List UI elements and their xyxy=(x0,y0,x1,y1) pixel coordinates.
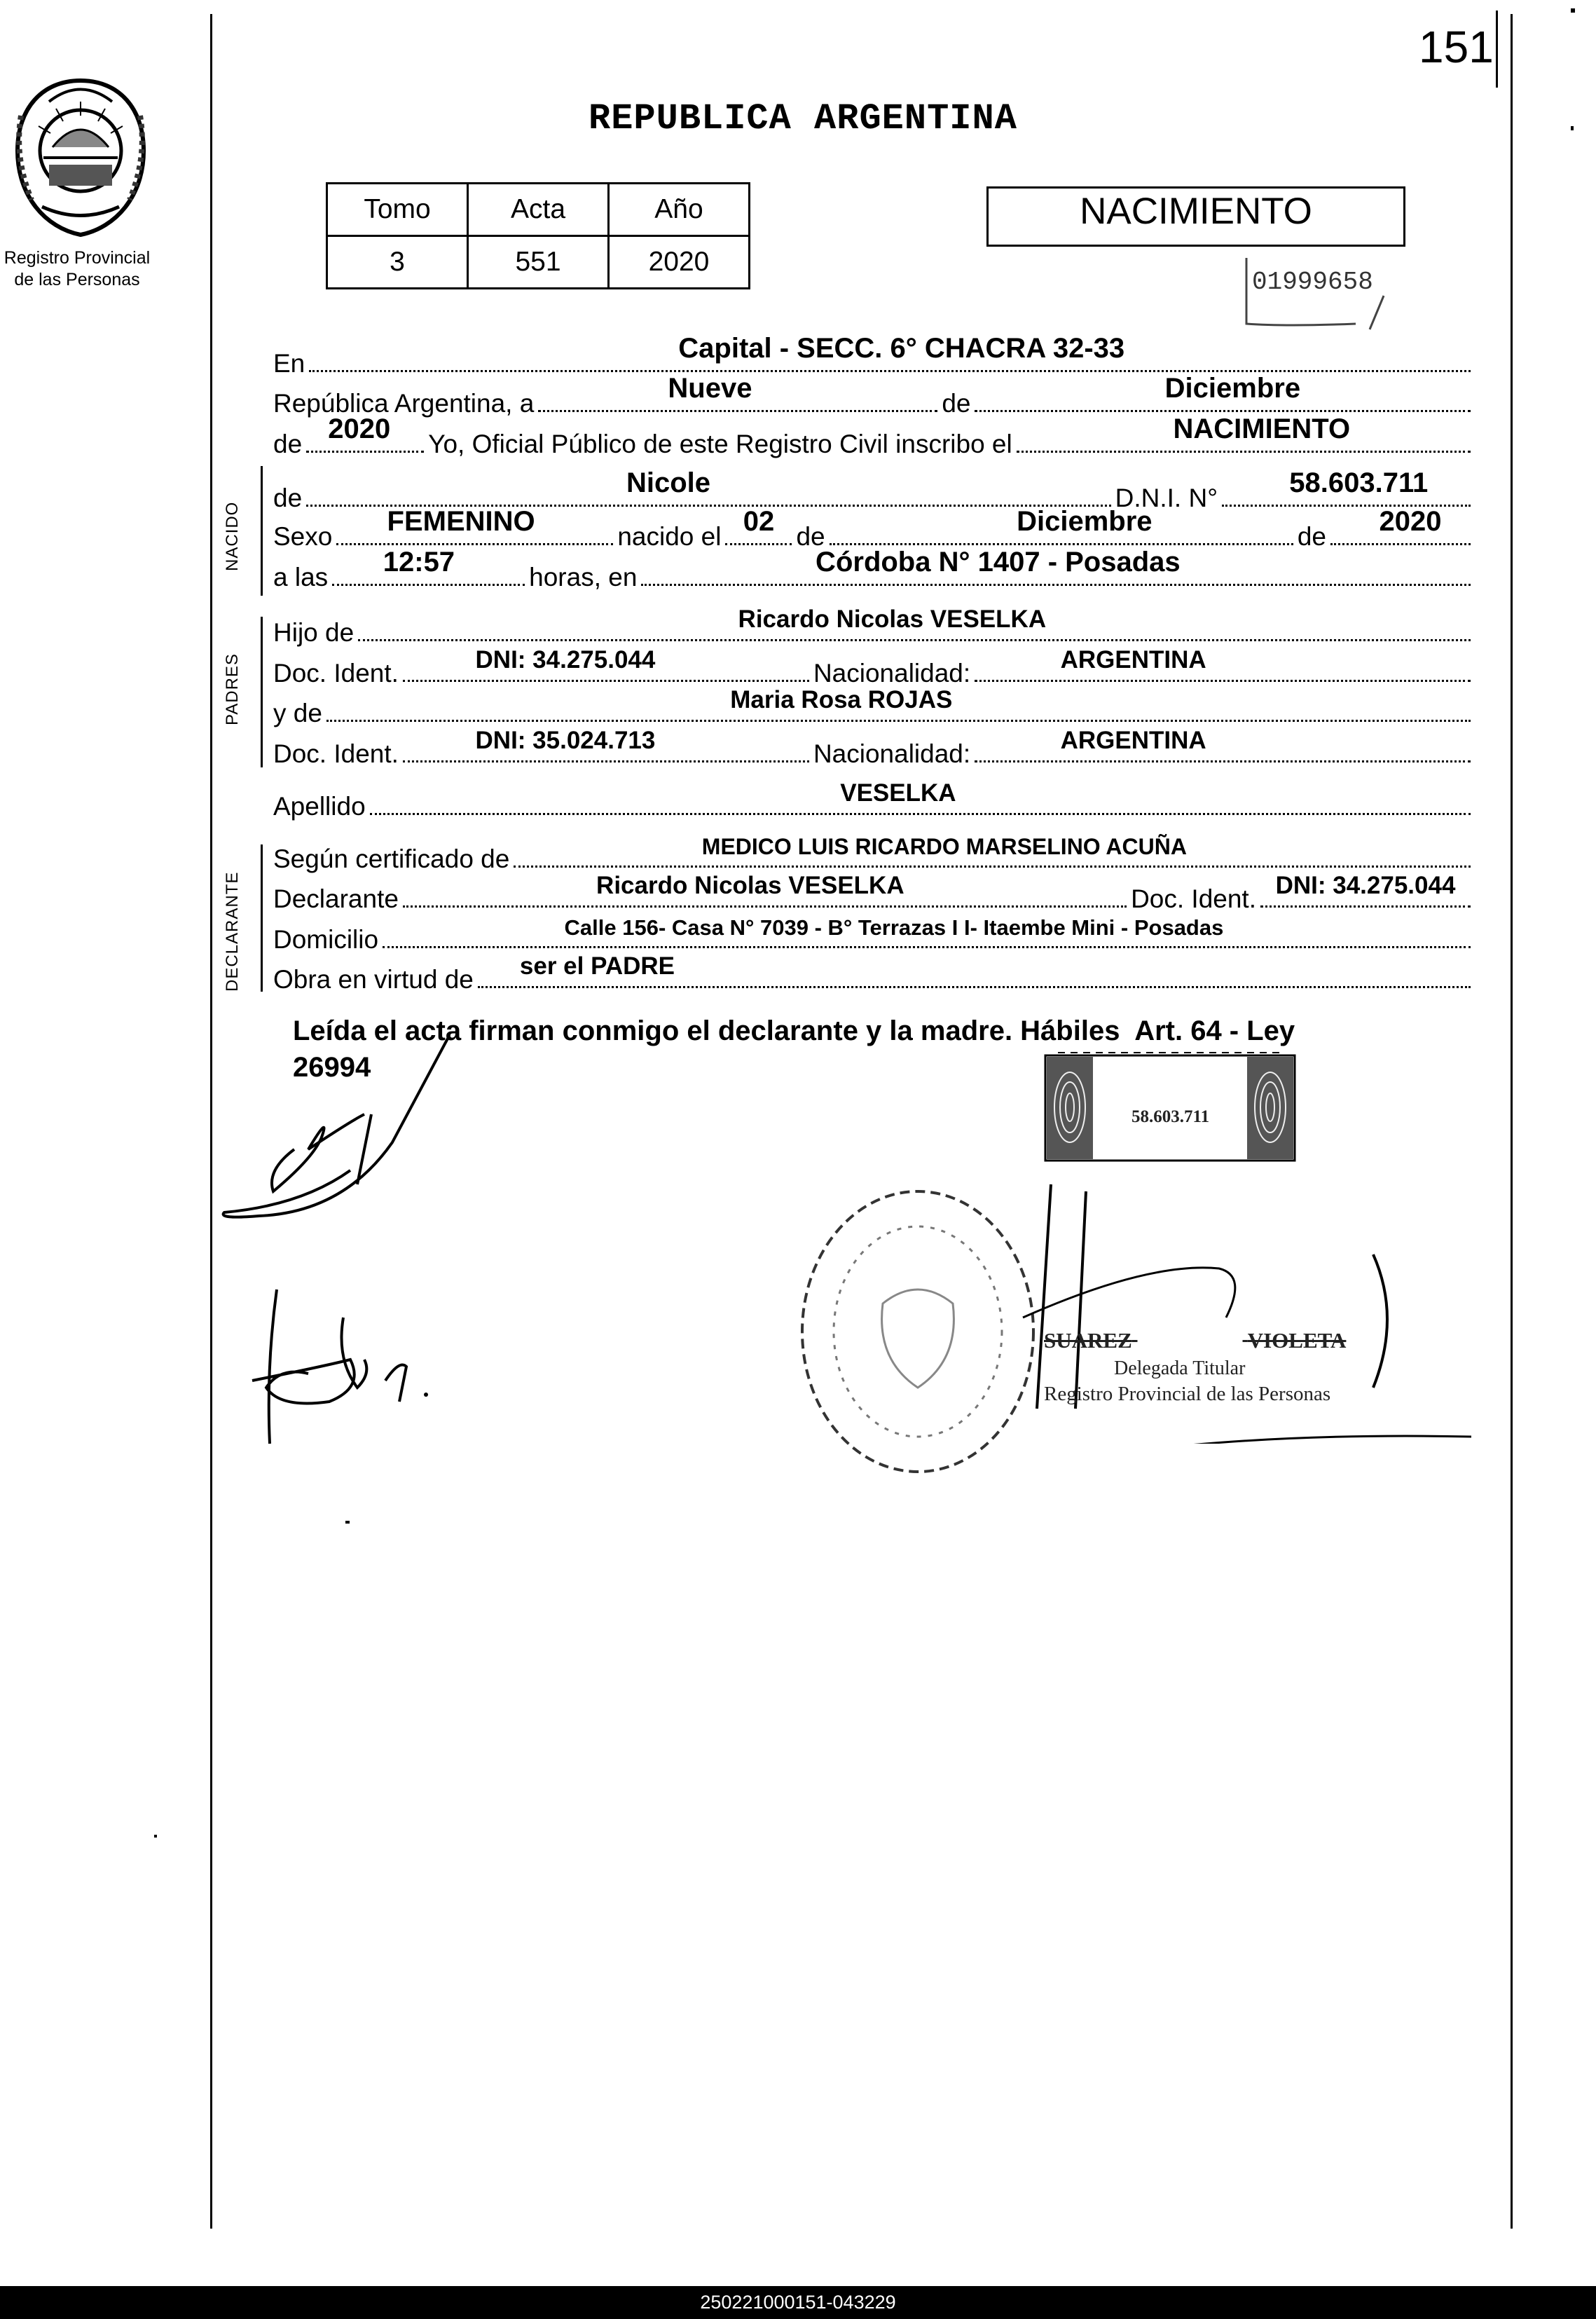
dotted-line xyxy=(1017,413,1471,453)
right-margin-line xyxy=(1511,14,1513,2229)
row-acting xyxy=(273,952,1475,994)
label-place: En xyxy=(273,349,305,378)
speck xyxy=(1571,8,1575,13)
value-day: Nueve xyxy=(668,373,752,404)
dotted-line xyxy=(370,779,1471,815)
section-nacido: NACIDO xyxy=(223,501,242,571)
record-type-box: NACIMIENTO xyxy=(986,186,1405,247)
value-declarant-doc: DNI: 34.275.044 xyxy=(1275,872,1456,899)
section-declarante: DECLARANTE xyxy=(223,871,242,992)
declarante-bracket xyxy=(261,844,263,992)
value-certificate: MEDICO LUIS RICARDO MARSELINO ACUÑA xyxy=(701,834,1187,859)
issuer-line-1: Registro Provincial xyxy=(4,248,151,268)
speck xyxy=(345,1521,350,1524)
dotted-line xyxy=(403,727,809,762)
dotted-line xyxy=(309,333,1471,372)
header-ano: Año xyxy=(609,184,750,236)
row-father-doc xyxy=(273,646,1475,688)
label-mother-nationality: Nacionalidad: xyxy=(813,739,971,768)
value-birth-day: 02 xyxy=(743,506,775,537)
value-place: Capital - SECC. 6° CHACRA 32-33 xyxy=(678,333,1125,364)
row-declarant xyxy=(273,872,1475,914)
dotted-line xyxy=(975,373,1471,412)
label-hours: horas, en xyxy=(529,563,638,591)
label-declarant: Declarante xyxy=(273,884,399,913)
value-name: Nicole xyxy=(626,467,710,498)
dotted-line xyxy=(725,506,792,545)
padres-bracket xyxy=(261,617,263,767)
value-father-name: Ricardo Nicolas VESELKA xyxy=(738,606,1047,633)
official-name-suffix: VIOLETA xyxy=(1247,1328,1347,1353)
row-father xyxy=(273,606,1475,648)
label-de-year: de xyxy=(273,430,303,458)
official-office: Registro Provincial de las Personas xyxy=(1044,1383,1331,1405)
dotted-line xyxy=(478,952,1471,988)
value-surname: VESELKA xyxy=(840,779,956,807)
value-address: Calle 156- Casa N° 7039 - B° Terrazas I I- Itaembe Mini - Posadas xyxy=(564,915,1224,940)
emblem-icon xyxy=(0,74,161,242)
value-declarant: Ricardo Nicolas VESELKA xyxy=(596,872,904,899)
value-birth-place: Córdoba N° 1407 - Posadas xyxy=(816,547,1181,577)
label-and-of: y de xyxy=(273,699,322,727)
closing-line-1: Leída el acta firman conmigo el declarante y la madre. Hábiles Art. 64 - Ley xyxy=(293,1015,1295,1046)
label-certificate: Según certificado de xyxy=(273,844,510,873)
dotted-line xyxy=(1260,872,1471,908)
left-margin-line xyxy=(210,14,212,2229)
dotted-line xyxy=(538,373,937,412)
label-time: a las xyxy=(273,563,329,591)
closing-text xyxy=(293,1013,1477,1086)
issuer-line-2: de las Personas xyxy=(14,270,140,289)
value-sex: FEMENINO xyxy=(387,506,535,537)
dotted-line xyxy=(326,686,1471,722)
page-title: REPUBLICA ARGENTINA xyxy=(589,98,1017,139)
value-father-doc: DNI: 34.275.044 xyxy=(475,646,656,673)
dotted-line xyxy=(830,506,1293,545)
official-stamp xyxy=(1044,1328,1380,1406)
value-father-nationality: ARGENTINA xyxy=(1060,646,1206,673)
label-address: Domicilio xyxy=(273,925,379,954)
value-mother-nationality: ARGENTINA xyxy=(1060,727,1206,754)
page-number-rule xyxy=(1496,11,1498,88)
label-statement: Yo, Oficial Público de este Registro Civil inscribo el xyxy=(428,430,1012,458)
record-table xyxy=(326,182,750,289)
value-acta: 551 xyxy=(468,236,609,289)
dotted-line xyxy=(306,413,424,453)
label-de: de xyxy=(942,389,971,418)
value-tomo: 3 xyxy=(327,236,468,289)
dotted-line xyxy=(403,872,1127,908)
row-statement xyxy=(273,413,1475,459)
nacido-bracket xyxy=(261,466,263,596)
page-number: 151 xyxy=(1419,22,1494,72)
official-name: SUAREZ xyxy=(1044,1328,1132,1353)
dotted-line xyxy=(383,915,1471,948)
label-dni: D.N.I. N° xyxy=(1115,484,1218,512)
label-father-doc: Doc. Ident. xyxy=(273,659,399,688)
official-name-line xyxy=(1044,1328,1380,1353)
row-mother xyxy=(273,686,1475,728)
label-acting: Obra en virtud de xyxy=(273,965,474,994)
official-role: Delegada Titular xyxy=(1114,1357,1246,1379)
signature-declarant xyxy=(238,1282,490,1451)
label-declarant-doc: Doc. Ident. xyxy=(1131,884,1256,913)
value-mother-name: Maria Rosa ROJAS xyxy=(730,686,953,713)
value-ano: 2020 xyxy=(609,236,750,289)
value-mother-doc: DNI: 35.024.713 xyxy=(475,727,656,754)
dotted-line xyxy=(358,606,1471,641)
dotted-line xyxy=(403,646,809,682)
fingerprint-label: 58.603.711 xyxy=(1131,1107,1210,1126)
value-record-kind: NACIMIENTO xyxy=(1173,413,1351,444)
dotted-line xyxy=(1330,506,1471,545)
section-padres: PADRES xyxy=(223,653,242,725)
label-birth-year-de: de xyxy=(1297,522,1326,551)
row-time xyxy=(273,547,1475,592)
row-mother-doc xyxy=(273,727,1475,769)
closing-line-2: 26994 xyxy=(293,1052,371,1083)
label-child-of: Hijo de xyxy=(273,618,355,647)
dotted-line xyxy=(332,547,525,586)
value-month: Diciembre xyxy=(1164,373,1301,404)
dotted-line xyxy=(641,547,1471,586)
label-mother-doc: Doc. Ident. xyxy=(273,739,399,768)
fingerprint-box xyxy=(1044,1051,1296,1163)
speck xyxy=(154,1835,157,1838)
value-dni: 58.603.711 xyxy=(1289,467,1429,498)
value-time: 12:57 xyxy=(383,547,455,577)
value-birth-month: Diciembre xyxy=(1017,506,1153,537)
row-surname xyxy=(273,779,1475,821)
dotted-line xyxy=(975,727,1471,762)
label-surname: Apellido xyxy=(273,792,366,821)
label-sex: Sexo xyxy=(273,522,333,551)
dotted-line xyxy=(975,646,1471,682)
label-birth-de: de xyxy=(796,522,825,551)
serial-number: 01999658 xyxy=(1252,268,1373,296)
value-acting: ser el PADRE xyxy=(519,952,675,980)
row-address xyxy=(273,915,1475,955)
speck xyxy=(1571,126,1574,130)
serial-stamp xyxy=(1244,254,1405,331)
label-father-nationality: Nacionalidad: xyxy=(813,659,971,688)
row-certificate xyxy=(273,834,1475,874)
header-tomo: Tomo xyxy=(327,184,468,236)
province-emblem xyxy=(0,74,161,242)
dotted-line xyxy=(336,506,613,545)
header-acta: Acta xyxy=(468,184,609,236)
dotted-line xyxy=(514,834,1471,868)
issuer-caption xyxy=(0,247,168,291)
label-born: nacido el xyxy=(617,522,722,551)
label-republic: República Argentina, a xyxy=(273,389,535,418)
signature-officer xyxy=(217,1030,469,1226)
value-year: 2020 xyxy=(328,413,391,444)
value-birth-year: 2020 xyxy=(1379,506,1442,537)
label-name: de xyxy=(273,484,303,512)
footer-id-bar: 250221000151-043229 xyxy=(0,2286,1596,2319)
